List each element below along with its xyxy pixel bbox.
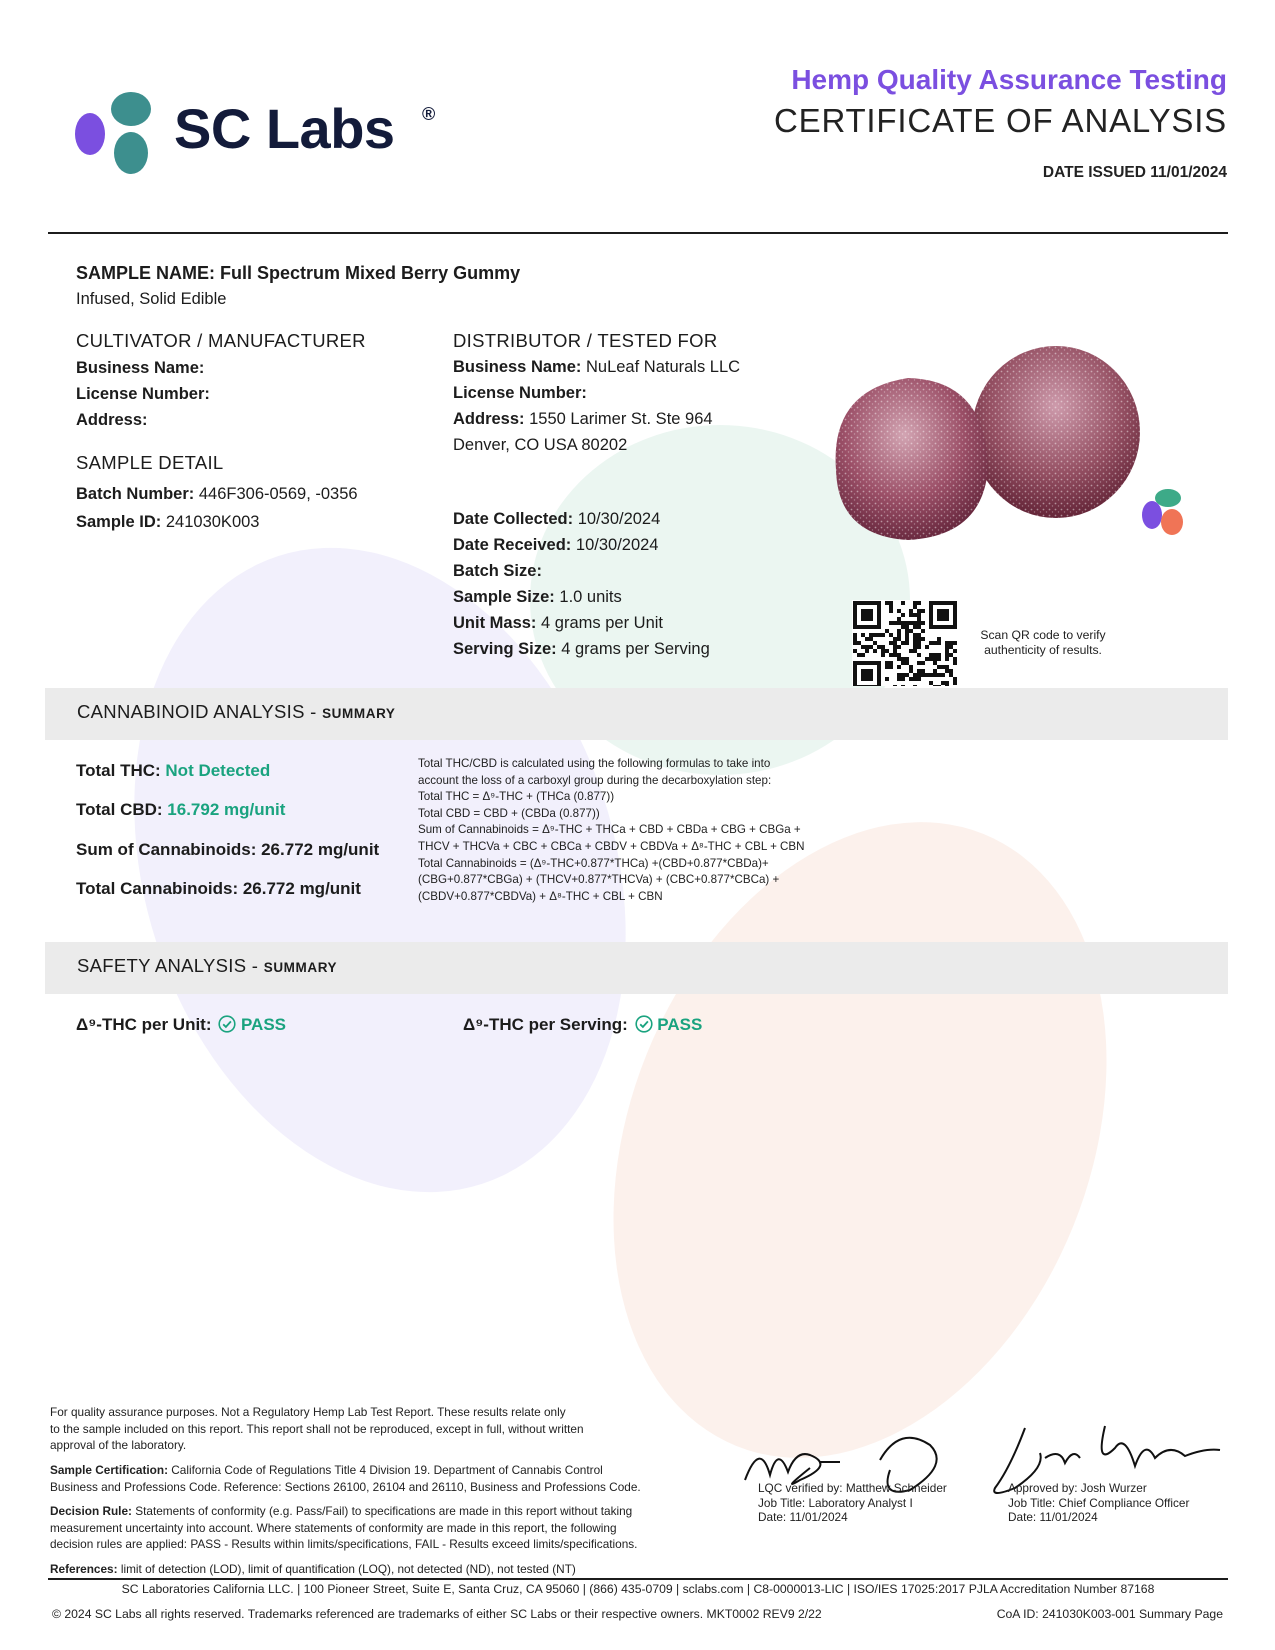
batch-number-value: 446F306-0569, -0356	[198, 485, 358, 503]
product-photo	[808, 340, 1198, 550]
total-cbd-label: Total CBD:	[76, 800, 163, 819]
qr-caption-line2: authenticity of results.	[984, 643, 1102, 657]
copyright: © 2024 SC Labs all rights reserved. Trademarks referenced are trademarks of either SC Labs or their respective owners. MKT0002 REV9 2/22	[52, 1607, 822, 1621]
thc-per-unit-label: Δ⁹-THC per Unit:	[76, 1015, 212, 1034]
thc-per-serving-label: Δ⁹-THC per Serving:	[463, 1015, 628, 1034]
qr-code[interactable]	[852, 600, 958, 686]
cultivator-heading: CULTIVATOR / MANUFACTURER	[76, 330, 366, 351]
qr-caption-line1: Scan QR code to verify	[980, 628, 1106, 642]
date-received-label: Date Received:	[453, 536, 572, 554]
batch-number-label: Batch Number:	[76, 485, 195, 503]
formula-line: Total THC/CBD is calculated using the following formulas to take into	[418, 757, 771, 770]
sample-name-label: SAMPLE NAME:	[76, 263, 215, 283]
sample-name	[76, 263, 520, 284]
unit-mass	[453, 614, 663, 633]
gummy-image	[808, 340, 1198, 550]
safety-title	[77, 955, 337, 977]
total-thc-value: Not Detected	[165, 761, 271, 780]
decision-line: Statements of conformity (e.g. Pass/Fail) to specifications are made in this report without taking	[135, 1504, 633, 1518]
date-issued-label: DATE ISSUED	[1042, 164, 1146, 181]
thc-per-unit	[76, 1015, 286, 1035]
cannabinoid-section-header	[45, 688, 1228, 740]
logo	[74, 90, 454, 180]
signer2-block	[1008, 1481, 1189, 1525]
distributor-heading: DISTRIBUTOR / TESTED FOR	[453, 330, 718, 351]
references	[50, 1561, 710, 1578]
decision-rule	[50, 1503, 710, 1553]
thc-per-serving-result: PASS	[657, 1015, 703, 1034]
thc-per-unit-result: PASS	[240, 1015, 287, 1034]
distributor-business	[453, 358, 740, 377]
distributor-address-line1: 1550 Larimer St. Ste 964	[529, 410, 713, 428]
date-collected-value: 10/30/2024	[577, 510, 661, 528]
serving-size-label: Serving Size:	[453, 640, 557, 658]
cannabinoid-title	[77, 701, 396, 723]
signer1-date: Date: 11/01/2024	[758, 1510, 848, 1524]
report-subtitle: Hemp Quality Assurance Testing	[791, 64, 1227, 95]
sample-certification	[50, 1462, 710, 1495]
coa-id: CoA ID: 241030K003-001 Summary Page	[996, 1607, 1223, 1621]
total-cannabinoids: Total Cannabinoids: 26.772 mg/unit	[76, 879, 361, 898]
sample-id	[76, 513, 259, 532]
signer1-block	[758, 1481, 947, 1525]
formula-line: Total CBD = CBD + (CBDa (0.877))	[418, 806, 600, 820]
distributor-license-label: License Number:	[453, 384, 587, 402]
thc-per-serving	[463, 1015, 702, 1035]
sc-labs-logo-icon	[74, 90, 164, 180]
total-thc-label: Total THC:	[76, 761, 161, 780]
date-collected-label: Date Collected:	[453, 510, 574, 528]
distributor-business-label: Business Name:	[453, 358, 582, 376]
batch-size-label: Batch Size:	[453, 562, 542, 580]
date-received-value: 10/30/2024	[575, 536, 659, 554]
date-issued	[1043, 164, 1227, 182]
serving-size	[453, 640, 710, 659]
footer-divider	[48, 1578, 1228, 1580]
cultivator-license-label: License Number:	[76, 385, 210, 403]
registered-mark: ®	[422, 104, 436, 124]
decision-rule-label: Decision Rule:	[50, 1504, 132, 1518]
cannabinoid-title-text: CANNABINOID ANALYSIS -	[77, 701, 317, 722]
company-line: SC Laboratories California LLC. | 100 Pioneer Street, Suite E, Santa Cruz, CA 95060 | (866) 435-0709 | sclabs.com | C8-0000013-LIC | ISO/IES 17025:2017 PJLA Accreditation Number 87168	[121, 1582, 1155, 1596]
cert-line: California Code of Regulations Title 4 Division 19. Department of Cannabis Control	[171, 1463, 603, 1477]
safety-title-text: SAFETY ANALYSIS -	[77, 955, 259, 976]
unit-mass-value: 4 grams per Unit	[541, 614, 663, 632]
check-circle-icon	[218, 1015, 236, 1033]
references-value: limit of detection (LOD), limit of quantification (LOQ), not detected (ND), not tested (NT)	[120, 1562, 576, 1576]
footer-disclaimer	[50, 1404, 710, 1454]
safety-section-header	[45, 942, 1228, 994]
check-circle-icon	[635, 1015, 653, 1033]
cannabinoid-formulas	[418, 756, 838, 905]
disclaimer-line: approval of the laboratory.	[50, 1438, 187, 1452]
decision-line: decision rules are applied: PASS - Results within limits/specifications, FAIL - Results exceed limits/specifications.	[50, 1537, 638, 1551]
distributor-address	[453, 410, 713, 429]
qr-caption	[968, 628, 1118, 658]
formula-line: account the loss of a carboxyl group during the decarboxylation step:	[418, 773, 772, 787]
cert-line: Business and Professions Code. Reference: Sections 26100, 26104 and 26110, Business and Professions Code.	[50, 1479, 641, 1494]
header-divider	[48, 232, 1228, 234]
sample-id-label: Sample ID:	[76, 513, 162, 531]
sum-of-cannabinoids: Sum of Cannabinoids: 26.772 mg/unit	[76, 840, 380, 859]
references-label: References:	[50, 1562, 118, 1576]
safety-title-small: SUMMARY	[263, 960, 338, 975]
signer2-name: Approved by: Josh Wurzer	[1008, 1481, 1147, 1495]
unit-mass-label: Unit Mass:	[453, 614, 537, 632]
formula-line: Total Cannabinoids = (Δ⁹-THC+0.877*THCa) +(CBD+0.877*CBDa)+	[418, 856, 769, 870]
signer1-name: LQC verified by: Matthew Schneider	[758, 1481, 947, 1495]
cultivator-business-label: Business Name:	[76, 359, 205, 377]
sample-detail-heading: SAMPLE DETAIL	[76, 452, 224, 473]
sample-size	[453, 588, 622, 607]
sample-type: Infused, Solid Edible	[76, 290, 227, 308]
sample-name-value: Full Spectrum Mixed Berry Gummy	[220, 263, 521, 283]
total-thc	[76, 761, 270, 781]
serving-size-value: 4 grams per Serving	[561, 640, 710, 658]
cultivator-address-label: Address:	[76, 411, 148, 429]
distributor-address-line2: Denver, CO USA 80202	[453, 436, 628, 454]
distributor-business-value: NuLeaf Naturals LLC	[585, 358, 741, 376]
cannabinoid-title-small: SUMMARY	[322, 706, 396, 721]
disclaimer-line: to the sample included on this report. This report shall not be reproduced, except in full, without written	[50, 1421, 584, 1436]
sample-id-value: 241030K003	[165, 513, 260, 531]
sample-size-label: Sample Size:	[453, 588, 555, 606]
formula-line: (CBG+0.877*CBGa) + (THCV+0.877*THCVa) + (CBC+0.877*CBCa) +	[418, 873, 780, 887]
signer2-title: Job Title: Chief Compliance Officer	[1008, 1495, 1190, 1510]
decision-line: measurement uncertainty into account. Where statements of conformity are made in this report, the following	[50, 1520, 617, 1535]
date-issued-value: 11/01/2024	[1150, 164, 1227, 181]
sample-size-value: 1.0 units	[559, 588, 622, 606]
date-collected	[453, 510, 660, 529]
signer1-title: Job Title: Laboratory Analyst I	[758, 1495, 913, 1510]
report-title: CERTIFICATE OF ANALYSIS	[774, 102, 1227, 139]
disclaimer-line: For quality assurance purposes. Not a Regulatory Hemp Lab Test Report. These results relate only	[50, 1405, 566, 1419]
logo-text: SC Labs	[174, 97, 395, 160]
total-cbd-value: 16.792 mg/unit	[167, 800, 286, 819]
total-cbd	[76, 800, 285, 820]
formula-line: Sum of Cannabinoids = Δ⁹-THC + THCa + CBD + CBDa + CBG + CBGa +	[418, 823, 801, 837]
batch-number	[76, 485, 358, 504]
formula-line: Total THC = Δ⁹-THC + (THCa (0.877))	[418, 790, 615, 804]
sample-certification-label: Sample Certification:	[50, 1463, 168, 1477]
formula-line: THCV + THCVa + CBC + CBCa + CBDV + CBDVa + Δ⁸-THC + CBL + CBN	[418, 839, 805, 853]
signer2-date: Date: 11/01/2024	[1008, 1510, 1098, 1524]
distributor-address-label: Address:	[453, 410, 525, 428]
date-received	[453, 536, 659, 555]
formula-line: (CBDV+0.877*CBDVa) + Δ⁸-THC + CBL + CBN	[418, 889, 663, 903]
